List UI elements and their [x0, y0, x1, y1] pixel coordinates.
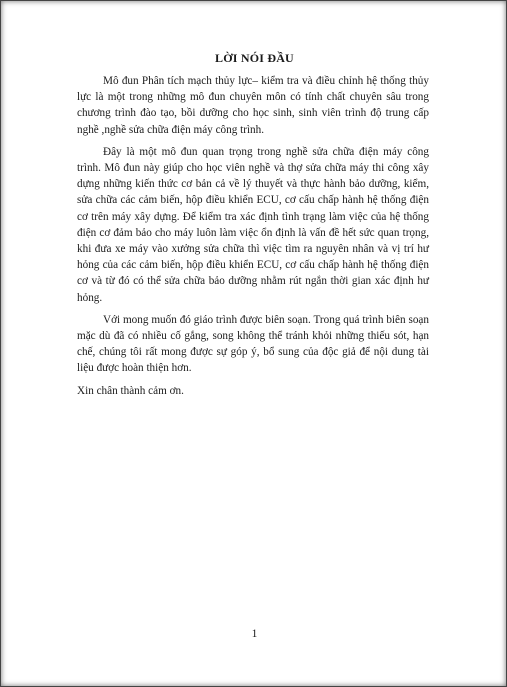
paragraph-importance: Đây là một mô đun quan trọng trong nghề sửa chữa điện máy công trình. Mô đun này giúp cho học viên nghề và thợ sửa chữa máy thi công xây dựng những kiến thức cơ bản cả về lý thuyết và thực hành bảo dưỡng, kiểm, sửa chữa các cảm biến, hộp điều khiển ECU, cơ cấu chấp hành hệ thống điện cơ trên máy xây dựng. Để kiểm tra xác định tình trạng làm việc của hệ thống điện cơ đảm bảo cho máy luôn làm việc ổn định là vấn đề hết sức quan trọng, khi đưa xe máy vào xưởng sửa chữa thì việc tìm ra nguyên nhân và vị trí hư hỏng của các cảm biến, hộp điều khiển ECU, cơ cấu chấp hành hệ thống điện cơ và từ đó có thể sửa chữa bảo dưỡng nhằm rút ngắn thời gian xác định hư hỏng.	[77, 145, 429, 304]
body-text	[77, 73, 429, 405]
page-number: 1	[251, 628, 258, 640]
closing-line: Xin chân thành cảm ơn.	[77, 384, 184, 397]
paragraph-intro: Mô đun Phân tích mạch thủy lực– kiểm tra và điều chỉnh hệ thống thủy lực là một trong những mô đun chuyên môn có tính chất chuyên sâu trong chương trình đào tạo, bồi dưỡng cho học sinh, sinh viên trình độ trung cấp nghề ,nghề sửa chữa điện máy công trình.	[77, 75, 429, 136]
page-title: LỜI NÓI ĐẦU	[215, 51, 294, 65]
paragraph-purpose: Với mong muốn đó giáo trình được biên soạn. Trong quá trình biên soạn mặc dù đã có nhiều cố gắng, song không thể tránh khỏi những thiếu sót, hạn chế, chúng tôi rất mong được sự góp ý, bổ sung của độc giả để nội dung tài liệu được hoàn thiện hơn.	[77, 313, 429, 375]
